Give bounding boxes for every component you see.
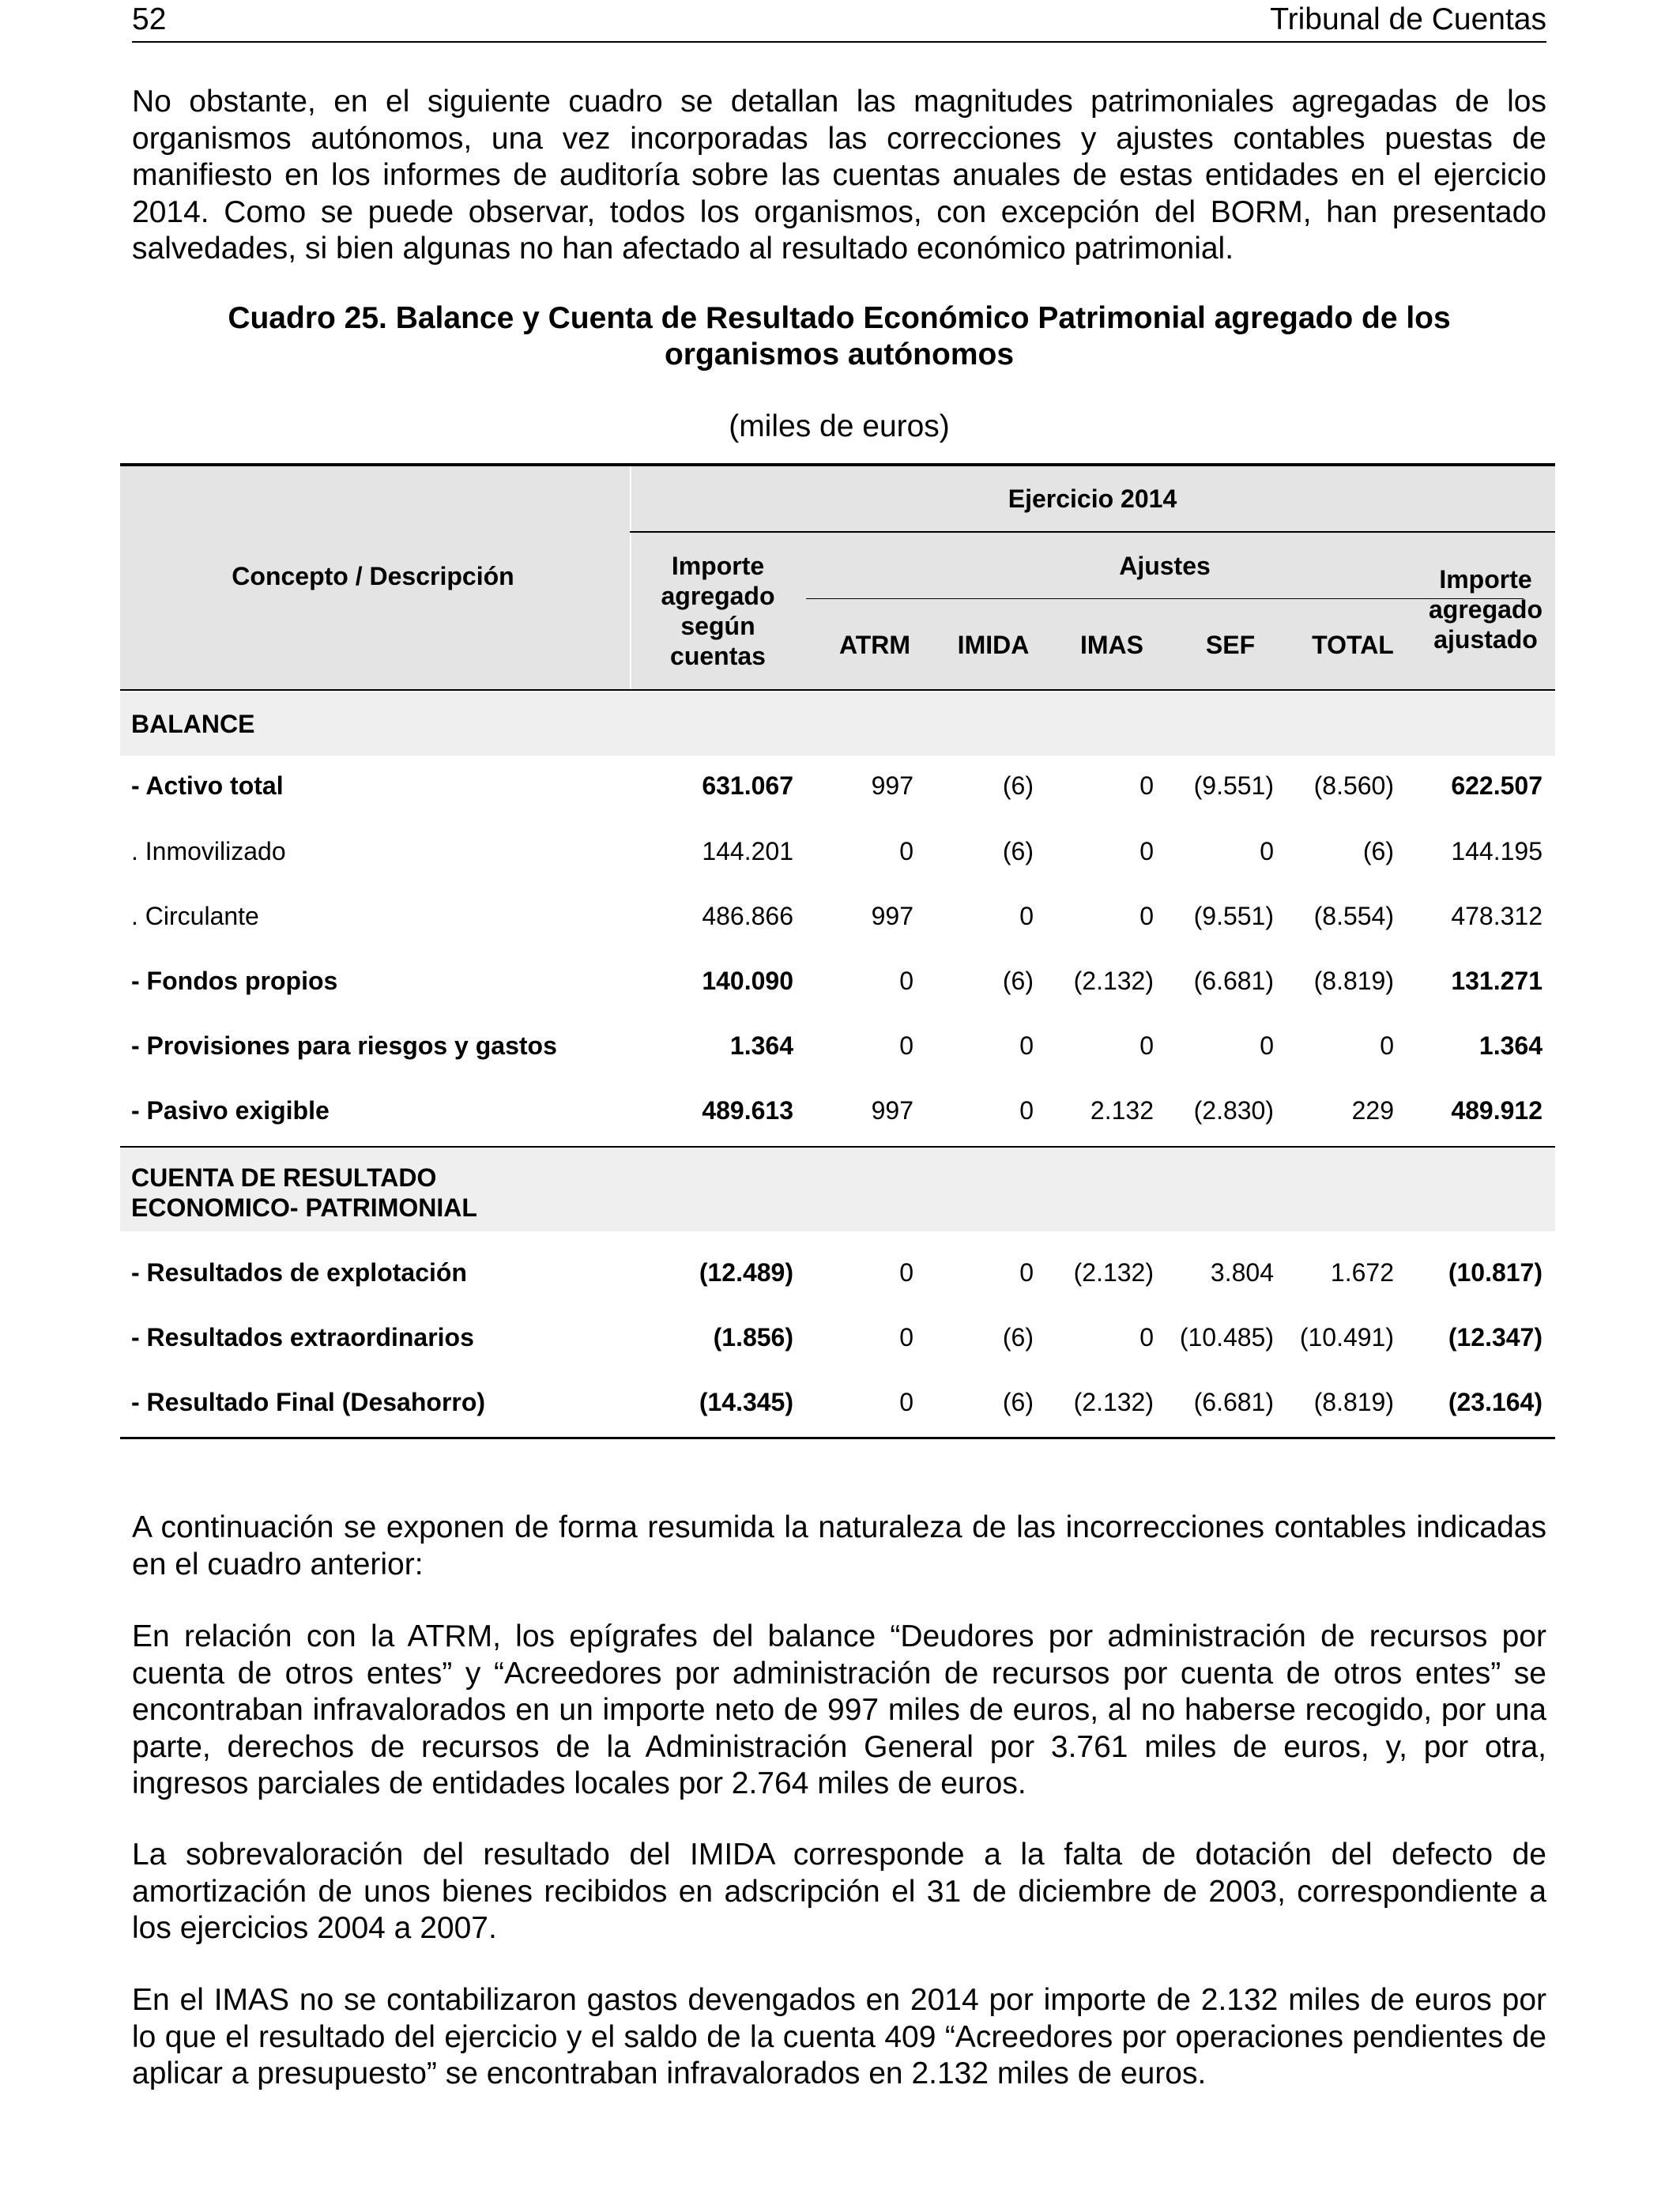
table-cell: 0 [1139,771,1154,800]
table-cell: (14.345) [699,1388,793,1416]
table-cell: 0 [1139,1323,1154,1351]
row-label: - Provisiones para riesgos y gastos [131,1031,557,1060]
intro-paragraph: No obstante, en el siguiente cuadro se detallan las magnitudes patrimoniales agregadas de los organismos autónomos, una vez incorporadas las correcciones y ajustes contables puestas de manifiesto en los informes de auditoría sobre las cuentas anuales de estas entidades en el ejercicio 2014. Como se puede observar, todos los organismos, con excepción del BORM, han presentado salvedades, si bien algunas no han afectado al resultado económico patrimonial. [132,85,1546,266]
row-label: . Inmovilizado [131,837,286,865]
header-atrm: ATRM [838,631,911,659]
table-cell: 0 [1019,1031,1034,1060]
header-total: TOTAL [1312,631,1394,659]
balance-section-background [120,692,1555,756]
table-cell: (9.551) [1193,771,1274,800]
table-cell: (2.132) [1073,1388,1154,1416]
table-cell: (10.491) [1299,1323,1394,1351]
header-bottom-rule [120,689,1555,691]
after-paragraph-3: La sobrevaloración del resultado del IMIDA corresponde a la falta de dotación del defecto de amortización de unos bienes recibidos en adscripción el 31 de diciembre de 2003, correspondiente a los ejercicios 2004 a 2007. [132,1838,1546,1945]
table-cell: (2.132) [1073,967,1154,995]
table-cell: 622.507 [1451,771,1543,800]
balance-table [120,463,1555,1442]
page-header [132,0,1546,43]
row-label: . Circulante [131,902,259,930]
table-top-rule [120,463,1555,466]
table-cell: 0 [1260,1031,1274,1060]
table-cell: 140.090 [702,967,793,995]
table-cell: 0 [899,967,913,995]
row-label: - Resultados extraordinarios [131,1323,474,1351]
table-cell: 0 [899,1031,913,1060]
table-cell: (6.681) [1193,967,1274,995]
row-label: - Pasivo exigible [131,1096,330,1125]
table-cell: 997 [871,1096,913,1125]
table-cell: (2.132) [1073,1258,1154,1287]
table-cell: 997 [871,771,913,800]
table-cell: 0 [1139,837,1154,865]
table-cell: (6.681) [1193,1388,1274,1416]
table-cell: 0 [1019,902,1034,930]
table-cell: (8.554) [1313,902,1394,930]
page-number: 52 [132,2,167,36]
table-cell: 1.364 [729,1031,793,1060]
table-cell: 0 [899,837,913,865]
table-cell: 0 [1380,1031,1394,1060]
table-cell: 486.866 [702,902,793,930]
table-cell: 131.271 [1451,967,1543,995]
table-cell: 0 [1260,837,1274,865]
table-cell: 0 [899,1388,913,1416]
row-label: - Resultados de explotación [131,1258,467,1287]
table-caption [132,300,1546,373]
table-cell: 489.613 [702,1096,793,1125]
units-note: (miles de euros) [729,409,950,443]
table-cell: 0 [1139,902,1154,930]
table-cell: 0 [1139,1031,1154,1060]
table-cell: (6) [1002,1323,1034,1351]
table-cell: 0 [899,1258,913,1287]
header-ajustado: Importe agregado ajustado [1428,565,1543,654]
publication-name: Tribunal de Cuentas [1270,2,1546,36]
header-ajustes: Ajustes [1119,552,1211,580]
header-imida: IMIDA [957,631,1030,659]
header-concepto: Concepto / Descripción [232,562,514,590]
table-cell: 0 [1019,1258,1034,1287]
table-cell: 478.312 [1451,902,1543,930]
row-label: - Activo total [131,771,284,800]
caption-line-2: organismos autónomos [664,337,1015,371]
table-cell: (2.830) [1193,1096,1274,1125]
table-cell: (6) [1002,1388,1034,1416]
table-bottom-rule [120,1437,1555,1439]
table-cell: (9.551) [1193,902,1274,930]
table-cell: (6) [1002,967,1034,995]
table-cell: 631.067 [702,771,793,800]
table-cell: (12.347) [1448,1323,1543,1351]
table-cell: 997 [871,902,913,930]
table-cell: 144.195 [1451,837,1543,865]
row-label: - Resultado Final (Desahorro) [131,1388,486,1416]
header-ejercicio: Ejercicio 2014 [1008,484,1177,513]
table-cell: (6) [1002,771,1034,800]
header-rule-ejercicio [630,531,1555,533]
section-cuenta-resultado: CUENTA DE RESULTADO ECONOMICO- PATRIMONIAL [131,1163,477,1222]
after-paragraph-1: A continuación se exponen de forma resumida la naturaleza de las incorrecciones contables indicadas en el cuadro anterior: [132,1510,1546,1581]
after-paragraph-2: En relación con la ATRM, los epígrafes del balance “Deudores por administración de recursos por cuenta de otros entes” y “Acreedores por administración de recursos por cuenta de otros entes” se encontraban infravalorados en un importe neto de 997 miles de euros, al no haberse recogido, por una parte, derechos de recursos de la Administración General por 3.761 miles de euros, y, por otra, ingresos parciales de entidades locales por 2.764 miles de euros. [132,1619,1546,1800]
table-cell: (23.164) [1448,1388,1543,1416]
table-cell: 1.672 [1330,1258,1394,1287]
table-cell: 229 [1351,1096,1394,1125]
table-cell: (8.819) [1313,1388,1394,1416]
row-label: - Fondos propios [131,967,338,995]
after-paragraph-4: En el IMAS no se contabilizaron gastos devengados en 2014 por importe de 2.132 miles de euros por lo que el resultado del ejercicio y el saldo de la cuenta 409 “Acreedores por operaciones pendientes de aplicar a presupuesto” se encontraban infravalorados en 2.132 miles de euros. [132,1983,1546,2090]
table-cell: 0 [899,1323,913,1351]
table-cell: 489.912 [1451,1096,1543,1125]
table-cell: (10.485) [1179,1323,1274,1351]
table-cell: (8.819) [1313,967,1394,995]
header-imas: IMAS [1080,631,1143,659]
table-cell: 0 [1019,1096,1034,1125]
table-cell: 2.132 [1090,1096,1154,1125]
table-cell: (12.489) [699,1258,793,1287]
section-balance: BALANCE [131,710,255,738]
table-cell: (6) [1002,837,1034,865]
table-cell: 3.804 [1210,1258,1274,1287]
table-cell: (8.560) [1313,771,1394,800]
header-importe: Importe agregado según cuentas [661,552,775,670]
caption-line-1: Cuadro 25. Balance y Cuenta de Resultado Económico Patrimonial agregado de los [228,301,1451,335]
section-rule [120,1146,1555,1148]
table-cell: (6) [1362,837,1394,865]
table-cell: 144.201 [702,837,793,865]
header-sef: SEF [1205,631,1256,659]
table-cell: (1.856) [713,1323,793,1351]
table-cell: (10.817) [1448,1258,1543,1287]
table-cell: 1.364 [1478,1031,1543,1060]
